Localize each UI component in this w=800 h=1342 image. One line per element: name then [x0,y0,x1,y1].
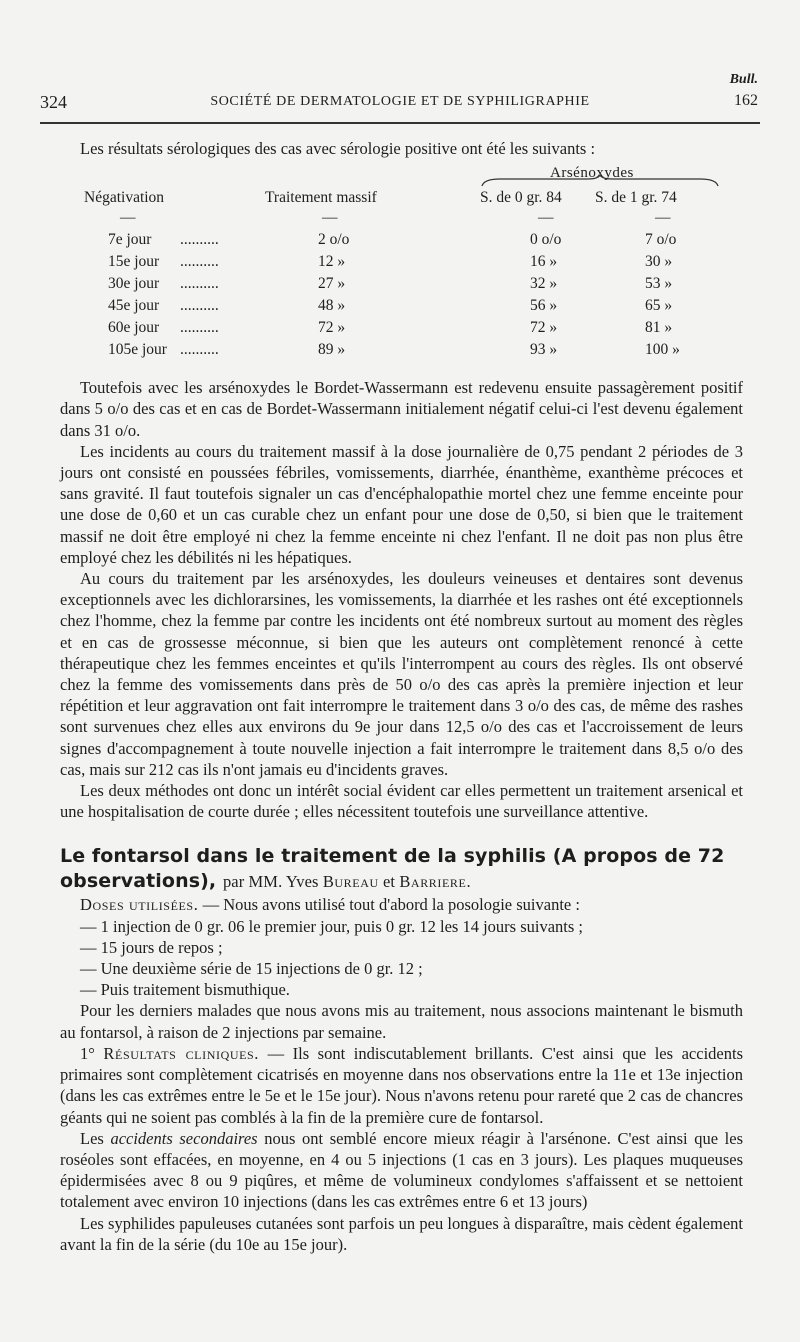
authors-and: et [382,872,396,892]
cell-day: 105e jour [108,341,167,359]
secondary-text: nous ont semblé encore mieux réagir à l'arsénone. C'est ainsi que les roséoles sont effacées, en moyenne, en 4 ou 5 injections (1 cas en 3 jours). Les plaques muqueuses épidermisées avec 8 ou 9 piqûres, et même de volumineux condylomes s'affaissent et se nettoient totalement avec environ 10 injections (dans les cas extrêmes entre 6 et 13 jours) [60,1128,743,1212]
cell-traitement: 89 » [318,341,346,359]
author-1: Bureau [322,872,379,892]
cell-s1: 32 » [530,275,558,293]
header-dash: — [538,209,554,227]
results-label: Résultats cliniques. [103,1043,260,1063]
page-number: 324 [40,92,67,112]
cell-day: 30e jour [108,275,160,293]
table-group-label: Arsénoxydes [550,165,634,182]
results-table [60,163,743,369]
table-row [60,251,743,269]
dose-item: — 1 injection de 0 gr. 06 le premier jour, puis 0 gr. 12 les 14 jours suivants ; [80,916,583,936]
author-2: Barriere. [399,872,472,892]
paragraph: Au cours du traitement par les arsénoxydes, les douleurs veineuses et dentaires sont devenus exceptionnels avec les dichlorarsines, les vomissements, la diarrhée et les rashes ont été exceptionnels chez l'homme, chez la femme par contre les incidents ont été nombreux surtout au moment des règles et en cas de grossesse méconnue, si bien que les auteurs ont complètement renoncé à cette thérapeutique chez les femmes enceintes et qu'ils l'interrompent au cours des règles. Ils ont observé chez la femme des vomissements dans près de 50 o/o des cas après la première injection et leur répétition et leur aggravation ont fait interrompre le traitement dans 3 o/o des cas, de même des rashes sont survenues chez elles aux environs du 9e jour dans 12,5 o/o des cas et l'accroissement de leurs signes d'accompagnement à toute nouvelle injection a fait interrompre le traitement dans 8,5 o/o des cas, mais sur 212 cas ils n'ont jamais eu d'incidents graves. [60,569,743,779]
header-dash: — [655,209,671,227]
cell-s2: 81 » [645,319,673,337]
article-authors [223,872,471,891]
secondary-emphasis: accidents secondaires [110,1128,258,1148]
body-text [60,138,743,1255]
header-rule [40,122,760,124]
running-head [40,70,760,115]
table-row [60,229,743,247]
dot-leader: .......... [180,231,219,249]
cell-s1: 56 » [530,297,558,315]
doses-label: Doses utilisées. [80,895,199,915]
cell-s2: 100 » [645,341,680,359]
dot-leader: .......... [180,253,219,271]
cell-traitement: 48 » [318,297,346,315]
cell-s1: 0 o/o [530,231,562,249]
header-dash: — [120,209,136,227]
table-row [60,273,743,291]
intro-paragraph: Les résultats sérologiques des cas avec sérologie positive ont été les suivants : [80,139,596,158]
doses-paragraph [60,894,743,915]
cell-traitement: 72 » [318,319,346,337]
cell-traitement: 27 » [318,275,346,293]
results-paragraph [60,1043,743,1128]
cell-s2: 53 » [645,275,673,293]
cell-traitement: 2 o/o [318,231,350,249]
header-s1: S. de 0 gr. 84 [480,189,562,207]
results-text: — Ils sont indiscutablement brillants. C'est ainsi que les accidents primaires sont complètement cicatrisés en moyenne dans nos observations entre la 11e et 13e injection (dans les cas extrêmes entre le 5e et le 15e jour). Nous n'avons retenu pour rareté que 2 cas de chancres géants qui ne soient pas comblés à la fin de la première cure de fontarsol. [60,1043,743,1127]
cell-s2: 7 o/o [645,231,677,249]
doses-after: Pour les derniers malades que nous avons mis au traitement, nous associons maintenant le bismuth au fontarsol, à raison de 2 injections par semaine. [60,1001,743,1042]
header-negativation: Négativation [84,189,165,207]
cell-traitement: 12 » [318,253,346,271]
issue-number: 162 [734,92,758,109]
cell-s2: 30 » [645,253,673,271]
bull-label: Bull. [729,72,758,87]
dose-item: — Une deuxième série de 15 injections de 0 gr. 12 ; [80,959,423,979]
cell-day: 7e jour [108,231,152,249]
header-dash: — [322,209,338,227]
dose-item: — Puis traitement bismuthique. [80,980,290,1000]
article-title-text: Le fontarsol dans le traitement de la syphilis (A propos de 72 observations), [60,845,725,893]
cell-day: 45e jour [108,297,160,315]
secondary-paragraph [60,1128,743,1213]
dot-leader: .......... [180,319,219,337]
cell-s2: 65 » [645,297,673,315]
header-traitement: Traitement massif [265,189,377,207]
authors-prefix: par MM. Yves [222,872,319,892]
cell-s1: 16 » [530,253,558,271]
dot-leader: .......... [180,275,219,293]
table-row [60,295,743,313]
cell-day: 15e jour [108,253,160,271]
dose-item: — 15 jours de repos ; [80,937,223,957]
paragraph: Toutefois avec les arsénoxydes le Bordet-Wassermann est redevenu ensuite passagèrement positif dans 5 o/o des cas et en cas de Bordet-Wassermann initialement négatif celui-ci l'est devenu également dans 31 o/o. [60,378,743,440]
paragraph: Les deux méthodes ont donc un intérêt social évident car elles permettent un traitement arsenical et une hospitalisation de courte durée ; elles nécessitent toutefois une surveillance attentive. [60,781,743,822]
dot-leader: .......... [180,297,219,315]
results-num: 1° [80,1043,104,1063]
secondary-lead: Les [80,1128,111,1148]
header-s2: S. de 1 gr. 74 [595,189,677,207]
dot-leader: .......... [180,341,219,359]
doses-text: — Nous avons utilisé tout d'abord la posologie suivante : [198,895,580,915]
journal-title: SOCIÉTÉ DE DERMATOLOGIE ET DE SYPHILIGRAPHIE [210,94,590,109]
table-row [60,317,743,335]
cell-s1: 72 » [530,319,558,337]
paragraph: Les incidents au cours du traitement massif à la dose journalière de 0,75 pendant 2 périodes de 3 jours ont consisté en poussées fébriles, vomissements, diarrhée, énanthème, exanthème précoces et sans gravité. Il faut toutefois signaler un cas d'encéphalopathie mortel chez une femme enceinte pour une dose de 0,60 et un cas curable chez un enfant pour une dose de 0,50, si bien que le traitement massif ne doit être employé ni chez la femme enceinte ni chez l'enfant. Il ne doit pas non plus être employé chez les débilités ni les hépatiques. [60,441,743,567]
table-row [60,339,743,357]
syphilides-paragraph: Les syphilides papuleuses cutanées sont parfois un peu longues à disparaître, mais cèdent également avant la fin de la série (du 10e au 15e jour). [60,1213,743,1254]
group-brace [480,175,720,187]
cell-s1: 93 » [530,341,558,359]
cell-day: 60e jour [108,319,160,337]
article-title [60,844,743,894]
